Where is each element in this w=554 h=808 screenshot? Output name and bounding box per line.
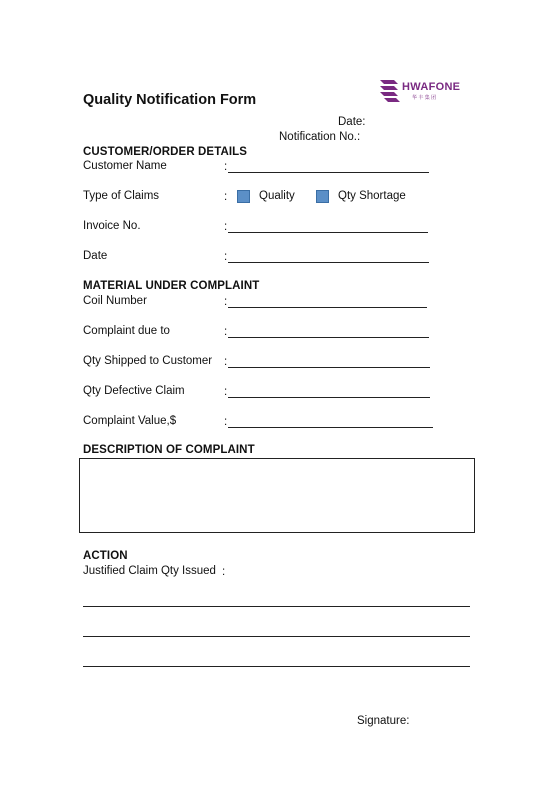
qty-shortage-label: Qty Shortage (338, 190, 406, 202)
colon: : (224, 386, 228, 398)
colon: : (224, 191, 228, 203)
complaint-due-to-field[interactable] (228, 337, 429, 338)
customer-name-field[interactable] (228, 172, 429, 173)
logo-text: HWAFONE (402, 81, 461, 93)
date-field[interactable] (228, 262, 429, 263)
description-section-heading: DESCRIPTION OF COMPLAINT (83, 444, 255, 456)
invoice-no-field[interactable] (228, 232, 428, 233)
colon: : (224, 416, 228, 428)
notification-label: Notification No.: (279, 131, 361, 143)
logo-subtext: 华 丰 集 团 (412, 95, 437, 101)
colon: : (224, 326, 228, 338)
qty-defective-field[interactable] (228, 397, 430, 398)
date-label: Date: (338, 116, 366, 128)
material-section-heading: MATERIAL UNDER COMPLAINT (83, 280, 260, 292)
customer-section-heading: CUSTOMER/ORDER DETAILS (83, 146, 248, 158)
colon: : (224, 296, 228, 308)
qty-shipped-label: Qty Shipped to Customer (83, 355, 213, 367)
justified-claim-label: Justified Claim Qty Issued (83, 565, 216, 577)
complaint-due-to-label: Complaint due to (83, 325, 170, 337)
qty-shipped-field[interactable] (228, 367, 430, 368)
qty-defective-label: Qty Defective Claim (83, 385, 185, 397)
action-line-3[interactable] (83, 666, 470, 667)
description-textbox[interactable] (79, 458, 475, 533)
invoice-no-label: Invoice No. (83, 220, 141, 232)
signature-label: Signature: (357, 715, 410, 727)
colon: : (224, 251, 228, 263)
action-line-2[interactable] (83, 636, 470, 637)
qty-shortage-checkbox[interactable] (316, 190, 329, 203)
company-logo (378, 76, 461, 109)
action-section-heading: ACTION (83, 550, 128, 562)
quality-label: Quality (259, 190, 295, 202)
colon: : (224, 221, 228, 233)
type-of-claims-label: Type of Claims (83, 190, 160, 202)
form-title: Quality Notification Form (83, 92, 257, 108)
colon: : (224, 356, 228, 368)
quality-checkbox[interactable] (237, 190, 250, 203)
complaint-value-label: Complaint Value,$ (83, 415, 177, 427)
action-line-1[interactable] (83, 606, 470, 607)
colon: : (222, 566, 226, 578)
customer-name-label: Customer Name (83, 160, 167, 172)
coil-number-label: Coil Number (83, 295, 147, 307)
colon: : (224, 161, 228, 173)
date-field-label: Date (83, 250, 108, 262)
coil-number-field[interactable] (228, 307, 427, 308)
complaint-value-field[interactable] (228, 427, 433, 428)
